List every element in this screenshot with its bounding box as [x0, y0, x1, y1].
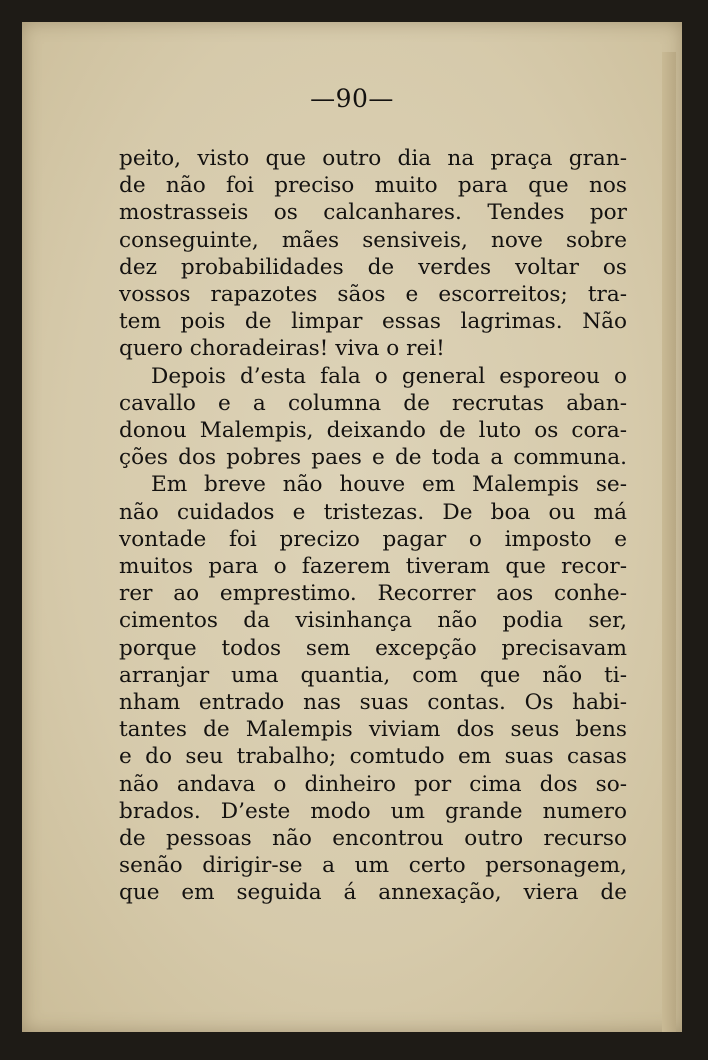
- text-line: porque todos sem excepção precisavam: [119, 635, 627, 661]
- text-line: de não foi preciso muito para que nos: [119, 173, 627, 199]
- text-line: Em breve não houve em Malempis se-: [151, 472, 627, 498]
- text-line: nham entrado nas suas contas. Os habi-: [119, 690, 627, 716]
- text-line: não cuidados e tristezas. De boa ou má: [119, 499, 627, 525]
- text-line: peito, visto que outro dia na praça gran-: [119, 146, 627, 171]
- page-number: —90—: [310, 84, 394, 113]
- text-line: tem pois de limpar essas lagrimas. Não: [119, 309, 627, 335]
- text-line: muitos para o fazerem tiveram que recor-: [119, 554, 627, 580]
- text-line: ções dos pobres paes e de toda a communa.: [119, 445, 627, 471]
- text-line: quero choradeiras! viva o rei!: [119, 336, 445, 362]
- text-line: rer ao emprestimo. Recorrer aos conhe-: [119, 581, 627, 607]
- text-line: senão dirigir-se a um certo personagem,: [119, 853, 627, 879]
- text-line: Depois d’esta fala o general esporeou o: [151, 363, 627, 389]
- text-line: cavallo e a columna de recrutas aban-: [119, 390, 627, 416]
- text-line: que em seguida á annexação, viera de: [119, 880, 627, 906]
- text-line: conseguinte, mães sensiveis, nove sobre: [119, 227, 627, 253]
- text-line: e do seu trabalho; comtudo em suas casas: [119, 744, 627, 770]
- text-line: brados. D’este modo um grande numero: [119, 798, 627, 824]
- text-line: cimentos da visinhança não podia ser,: [119, 608, 627, 634]
- text-line: vontade foi precizo pagar o imposto e: [119, 526, 627, 552]
- text-line: dez probabilidades de verdes voltar os: [119, 254, 627, 280]
- page-edge-shadow: [662, 52, 676, 1032]
- text-line: donou Malempis, deixando de luto os cora-: [119, 418, 627, 444]
- book-page: [22, 22, 682, 1032]
- text-line: arranjar uma quantia, com que não ti-: [119, 662, 627, 688]
- text-line: de pessoas não encontrou outro recurso: [119, 826, 627, 852]
- text-line: vossos rapazotes sãos e escorreitos; tra-: [119, 282, 627, 308]
- text-line: mostrasseis os calcanhares. Tendes por: [119, 200, 627, 226]
- body-text: [119, 145, 627, 907]
- text-line: tantes de Malempis viviam dos seus bens: [119, 717, 627, 743]
- text-line: não andava o dinheiro por cima dos so-: [119, 771, 627, 797]
